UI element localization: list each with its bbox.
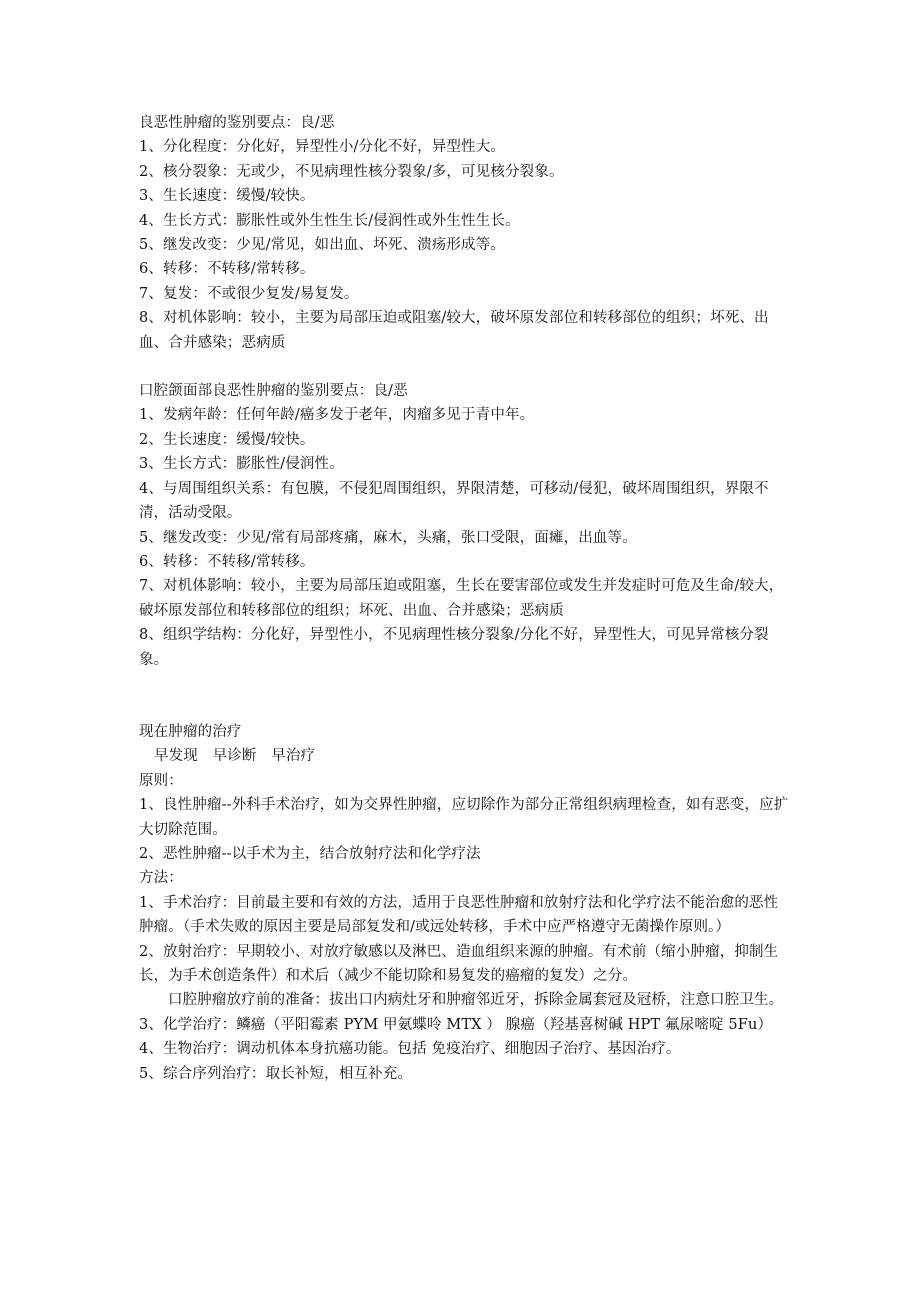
method-label: 方法： — [139, 870, 183, 887]
section-benign-malignant-differentiation — [139, 111, 789, 355]
list-item: 1、发病年龄：任何年龄/癌多发于老年，肉瘤多见于青中年。 — [139, 407, 535, 424]
list-item: 4、生长方式：膨胀性或外生性生长/侵润性或外生性生长。 — [139, 212, 520, 229]
list-item: 8、组织学结构：分化好，异型性小，不见病理性核分裂象/分化不好，异型性大，可见异常核分裂象。 — [139, 627, 769, 668]
section-title: 现在肿瘤的治疗 — [139, 723, 242, 740]
list-item: 2、生长速度：缓慢/较快。 — [139, 431, 315, 448]
radiotherapy-note: 口腔肿瘤放疗前的准备：拔出口内病灶牙和肿瘤邻近牙，拆除金属套冠及冠桥，注意口腔卫生。 — [168, 992, 784, 1009]
section-tumor-treatment — [139, 720, 789, 1086]
section-spacer — [139, 672, 789, 720]
list-item: 5、继发改变：少见/常有局部疼痛，麻木，头痛，张口受限，面瘫，出血等。 — [139, 529, 637, 546]
section-oral-maxillofacial-differentiation — [139, 379, 789, 672]
list-item: 1、手术治疗：目前最主要和有效的方法，适用于良恶性肿瘤和放射疗法和化学疗法不能治愈的恶性肿瘤。（手术失败的原因主要是局部复发和/或远处转移，手术中应严格遵守无菌操作原则。） — [139, 894, 779, 936]
list-item: 3、生长方式：膨胀性/侵润性。 — [139, 456, 344, 473]
list-item: 1、分化程度：分化好，异型性小/分化不好，异型性大。 — [139, 139, 506, 156]
list-item: 1、良性肿瘤--外科手术治疗，如为交界性肿瘤，应切除作为部分正常组织病理检查，如有恶变，应扩大切除范围。 — [139, 797, 789, 838]
list-item: 7、对机体影响：较小，主要为局部压迫或阻塞，生长在要害部位或发生并发症时可危及生命/较大，破坏原发部位和转移部位的组织；坏死、出血、合并感染；恶病质 — [139, 578, 784, 619]
list-item: 5、继发改变：少见/常见，如出血、坏死、溃疡形成等。 — [139, 237, 506, 254]
list-item: 4、生物治疗：调动机体本身抗癌功能。包括 免疫治疗、细胞因子治疗、基因治疗。 — [139, 1041, 681, 1058]
list-item: 2、放射治疗：早期较小、对放疗敏感以及淋巴、造血组织来源的肿瘤。有术前（缩小肿瘤，抑制生长，为手术创造条件）和术后（减少不能切除和易复发的癌瘤的复发）之分。 — [139, 943, 779, 984]
section-title: 良恶性肿瘤的鉴别要点：良/恶 — [139, 115, 335, 131]
principle-label: 原则： — [139, 772, 183, 789]
list-item: 2、恶性肿瘤--以手术为主，结合放射疗法和化学疗法 — [139, 845, 481, 862]
list-item: 6、转移：不转移/常转移。 — [139, 553, 315, 570]
list-item: 3、化学治疗：鳞癌（平阳霉素 PYM 甲氨蝶呤 MTX ） 腺癌（羟基喜树碱 HPT 氟尿嘧啶 5Fu） — [139, 1016, 773, 1033]
list-item: 4、与周围组织关系：有包膜，不侵犯周围组织，界限清楚，可移动/侵犯，破坏周围组织，界限不清，活动受限。 — [139, 480, 769, 522]
list-item: 2、核分裂象：无或少，不见病理性核分裂象/多，可见核分裂象。 — [139, 163, 564, 180]
document-page — [139, 111, 789, 1086]
section-title: 口腔颌面部良恶性肿瘤的鉴别要点：良/恶 — [139, 383, 408, 400]
treatment-slogan: 早发现 早诊断 早治疗 — [154, 748, 316, 765]
list-item: 3、生长速度：缓慢/较快。 — [139, 188, 315, 205]
section-spacer — [139, 355, 789, 379]
list-item: 6、转移：不转移/常转移。 — [139, 261, 315, 278]
list-item: 5、综合序列治疗：取长补短，相互补充。 — [139, 1065, 413, 1082]
list-item: 7、复发：不或很少复发/易复发。 — [139, 285, 359, 302]
list-item: 8、对机体影响：较小，主要为局部压迫或阻塞/较大，破坏原发部位和转移部位的组织；坏死、出血、合并感染；恶病质 — [139, 310, 769, 351]
